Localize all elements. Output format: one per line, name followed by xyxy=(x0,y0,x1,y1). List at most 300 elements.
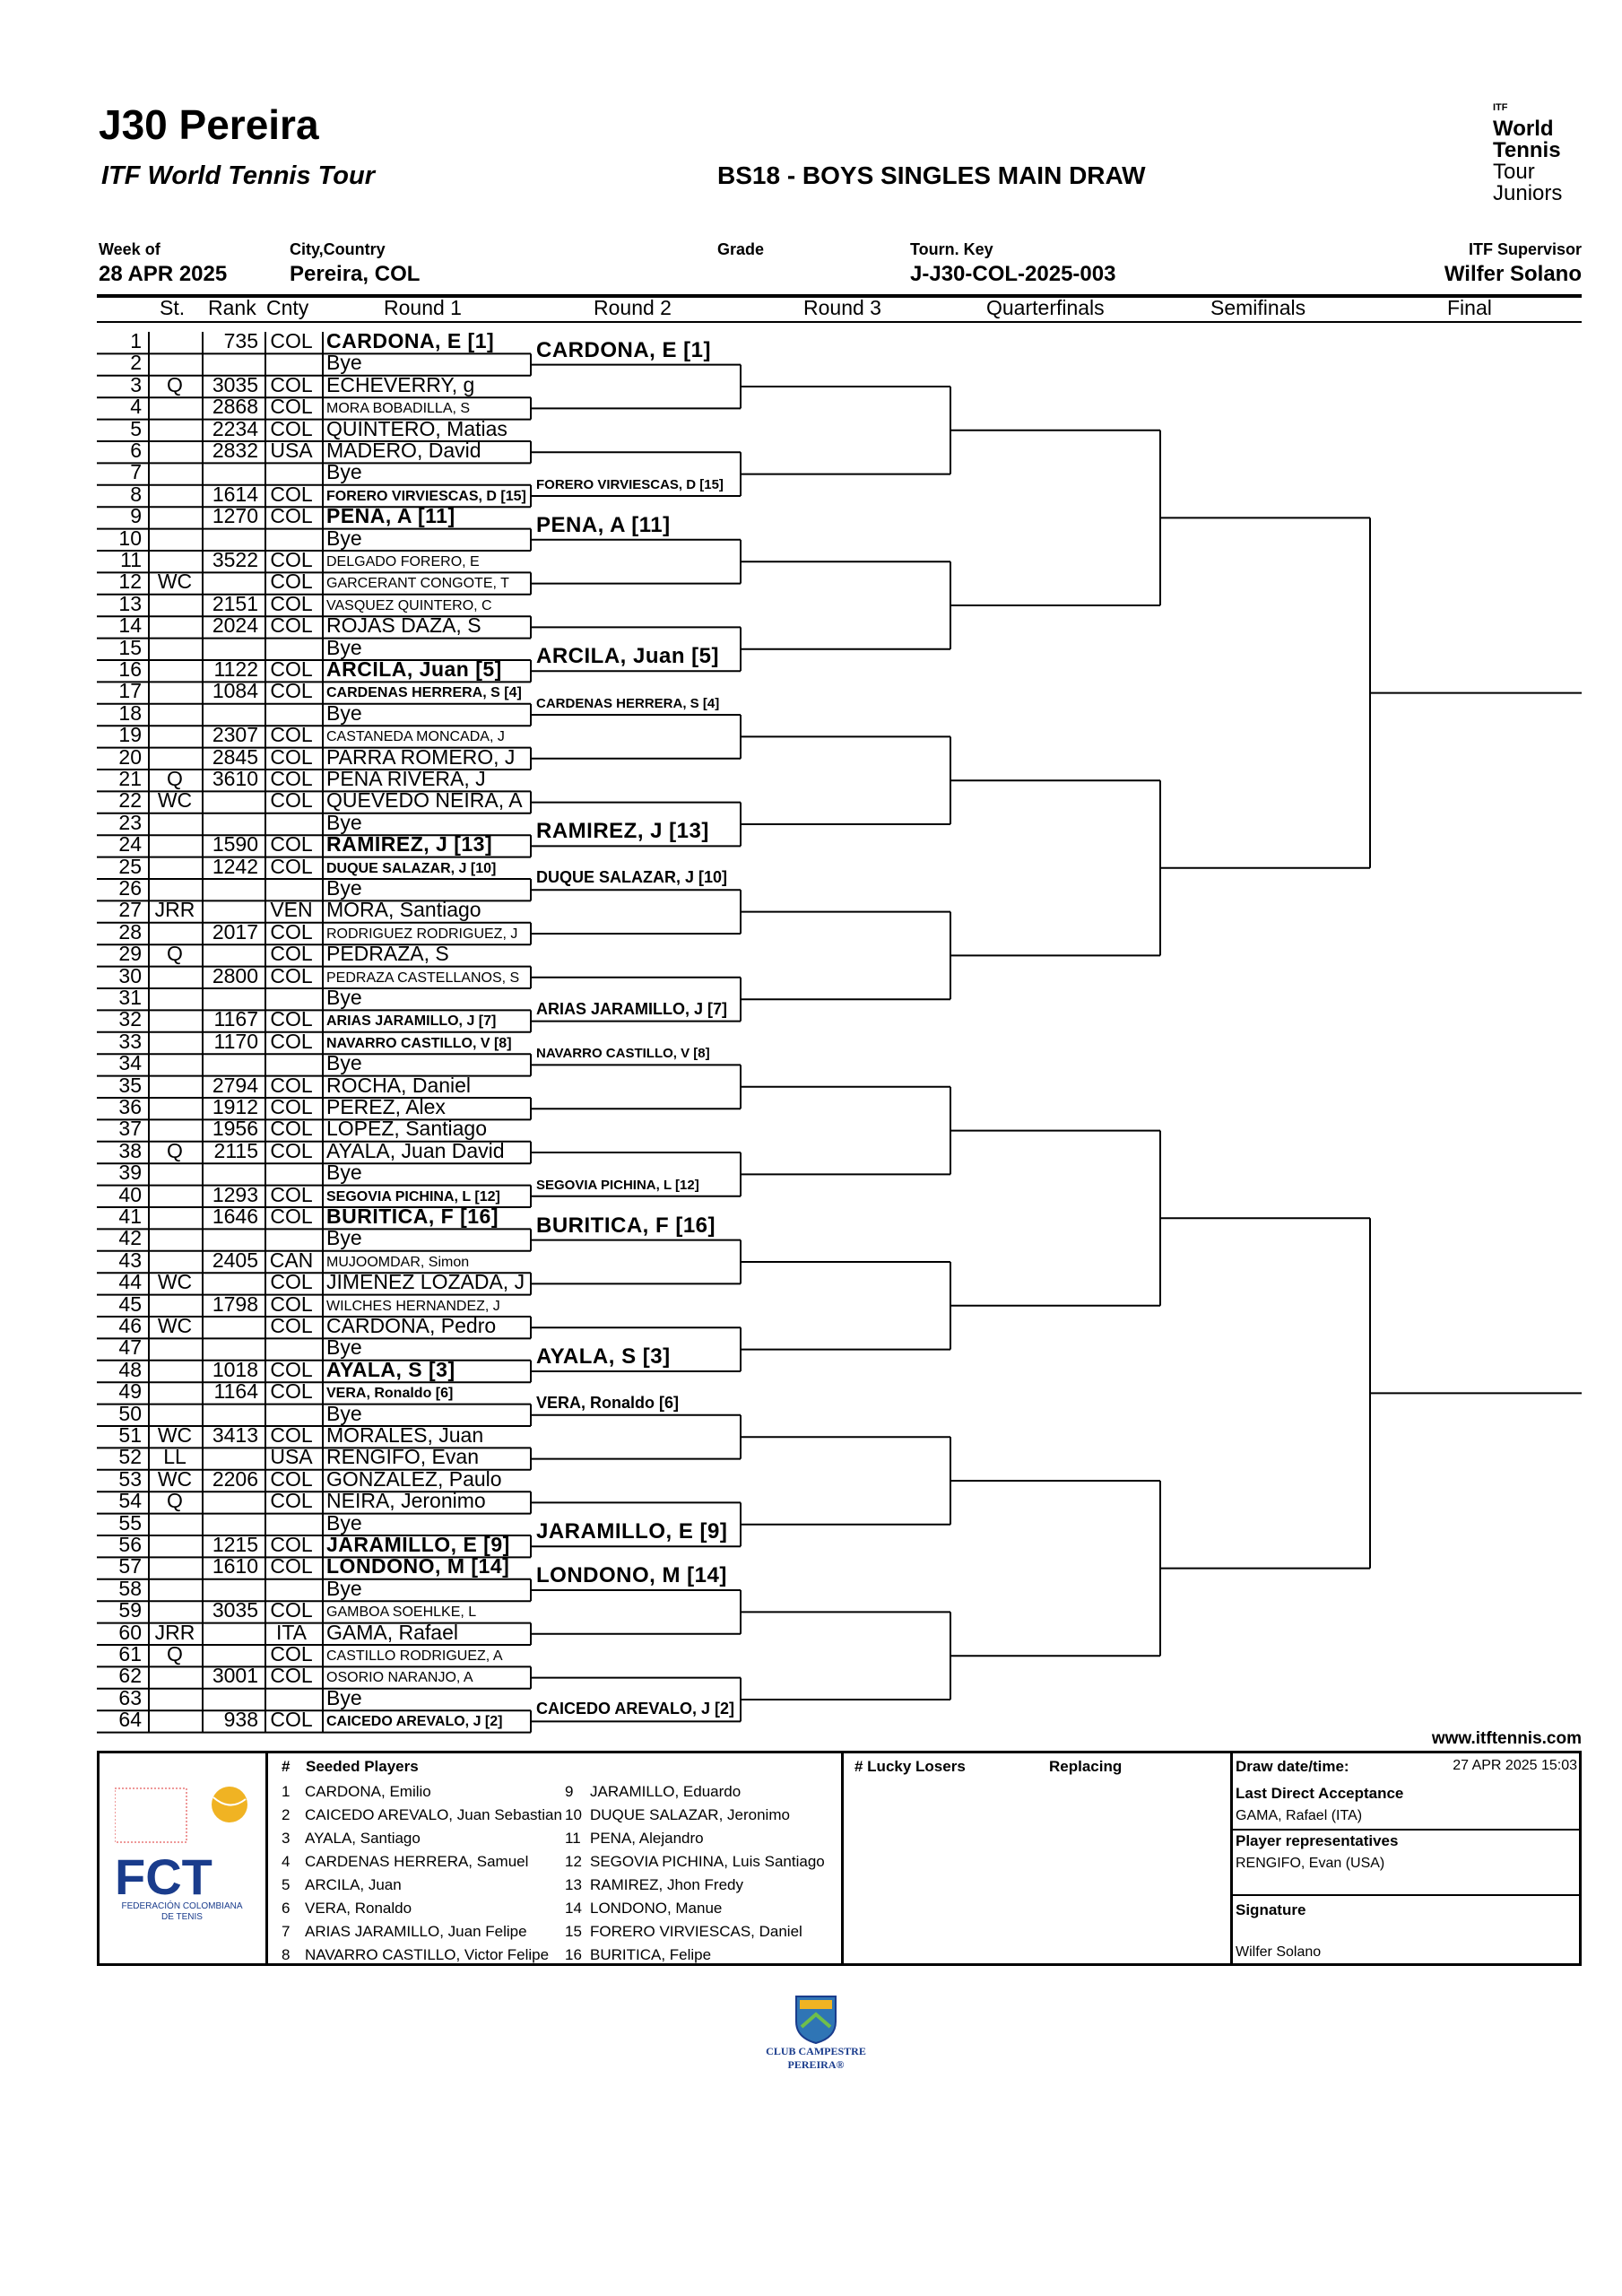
entry-rank: 2017 xyxy=(212,919,258,944)
draw-position: 12 xyxy=(118,570,142,594)
entry-country: CAN xyxy=(269,1248,314,1272)
player-name: AYALA, Juan David xyxy=(326,1138,505,1162)
player-name: PEDRAZA CASTELLANOS, S xyxy=(326,970,520,986)
draw-position: 17 xyxy=(118,679,142,703)
entry-country: COL xyxy=(270,1138,313,1162)
player-name: GAMA, Rafael xyxy=(326,1620,458,1644)
entry-country: COL xyxy=(270,767,313,790)
draw-position: 19 xyxy=(118,723,142,747)
itf-logo-line: World xyxy=(1493,117,1554,141)
entry-rank: 1084 xyxy=(212,679,258,703)
player-name: BURITICA, F [16] xyxy=(326,1205,499,1228)
entry-country: COL xyxy=(270,1314,313,1337)
draw-position: 64 xyxy=(118,1708,142,1732)
tournament-title: J30 Pereira xyxy=(99,101,319,148)
draw-position: 31 xyxy=(118,986,142,1009)
entry-rank: 1270 xyxy=(212,504,258,528)
entry-status: Q xyxy=(167,1138,183,1162)
player-name: RAMIREZ, J [13] xyxy=(326,832,493,857)
draw-position: 41 xyxy=(118,1205,142,1228)
itf-logo-line: Tour xyxy=(1493,160,1535,184)
round2-name: RAMIREZ, J [13] xyxy=(536,819,709,844)
draw-position: 25 xyxy=(118,854,142,878)
draw-position: 8 xyxy=(130,482,142,506)
entry-rank: 1167 xyxy=(213,1007,258,1031)
draw-position: 59 xyxy=(118,1598,142,1622)
footer-divider xyxy=(1230,1829,1582,1831)
entry-status: JRR xyxy=(154,898,195,922)
round2-name: ARIAS JARAMILLO, J [7] xyxy=(536,999,728,1018)
entry-country: COL xyxy=(270,1466,313,1491)
player-name: ROCHA, Daniel xyxy=(326,1073,472,1097)
draw-position: 22 xyxy=(118,788,142,813)
entry-rank: 2845 xyxy=(212,744,258,769)
entry-country: COL xyxy=(270,679,313,703)
player-name: GAMBOA SOEHLKE, L xyxy=(326,1605,477,1621)
entry-rank: 1122 xyxy=(213,657,258,681)
entry-country: COL xyxy=(270,570,313,594)
draw-date-value: 27 APR 2025 15:03 xyxy=(1453,1758,1577,1773)
seed-number: 7 xyxy=(282,1923,291,1940)
entry-country: COL xyxy=(270,504,313,528)
website-link[interactable]: www.itftennis.com xyxy=(1431,1729,1582,1748)
entry-rank: 3522 xyxy=(212,548,258,571)
draw-position: 57 xyxy=(118,1554,142,1578)
draw-position: 45 xyxy=(118,1292,142,1316)
seed-player-name: FORERO VIRVIESCAS, Daniel xyxy=(590,1923,802,1940)
round2-name: JARAMILLO, E [9] xyxy=(536,1519,728,1544)
entry-rank: 1590 xyxy=(212,832,258,857)
city-value: Pereira, COL xyxy=(290,262,421,286)
entry-country: COL xyxy=(270,919,313,944)
player-name: PENA RIVERA, J xyxy=(326,767,486,790)
player-name: Bye xyxy=(326,1051,362,1075)
draw-position: 26 xyxy=(118,876,142,900)
entry-rank: 2868 xyxy=(212,395,258,419)
week-value: 28 APR 2025 xyxy=(99,262,228,286)
entry-country: COL xyxy=(270,1117,313,1141)
entry-country: COL xyxy=(270,548,313,571)
player-name: CAICEDO AREVALO, J [2] xyxy=(326,1714,503,1730)
player-name: Bye xyxy=(326,1401,362,1425)
draw-position: 50 xyxy=(118,1401,142,1425)
entry-status: JRR xyxy=(154,1620,195,1644)
footer-divider xyxy=(1230,1751,1233,1966)
entry-rank: 1798 xyxy=(212,1292,258,1316)
player-name: Bye xyxy=(326,1335,362,1360)
entry-rank: 938 xyxy=(223,1708,258,1732)
player-name: PEDRAZA, S xyxy=(326,942,449,966)
player-name: RODRIGUEZ RODRIGUEZ, J xyxy=(326,926,518,942)
draw-position: 53 xyxy=(118,1466,142,1491)
draw-position: 28 xyxy=(118,919,142,944)
seed-player-name: LONDONO, Manue xyxy=(590,1900,723,1917)
entry-rank: 1170 xyxy=(213,1029,258,1053)
draw-position: 34 xyxy=(118,1051,142,1075)
draw-position: 23 xyxy=(118,810,142,834)
player-name: QUINTERO, Matias xyxy=(326,416,507,440)
round2-name: CARDONA, E [1] xyxy=(536,337,712,362)
draw-position: 40 xyxy=(118,1182,142,1206)
player-name: ARIAS JARAMILLO, J [7] xyxy=(326,1013,497,1030)
draw-position: 5 xyxy=(130,416,142,440)
entry-rank: 2024 xyxy=(212,613,258,638)
entry-country: COL xyxy=(270,723,313,747)
col-round3: Round 3 xyxy=(803,296,881,319)
round2-name: SEGOVIA PICHINA, L [12] xyxy=(536,1177,699,1193)
player-name: PEREZ, Alex xyxy=(326,1095,446,1118)
player-name: Bye xyxy=(326,635,362,659)
signature-label: Signature xyxy=(1236,1901,1306,1918)
seed-number: 3 xyxy=(282,1830,291,1847)
entry-rank: 2206 xyxy=(212,1466,258,1491)
draw-position: 37 xyxy=(118,1117,142,1141)
club-crest-icon xyxy=(789,1991,843,2045)
entry-rank: 2307 xyxy=(212,723,258,747)
entry-country: COL xyxy=(270,1642,313,1665)
footer-divider xyxy=(265,1751,268,1966)
entry-country: COL xyxy=(270,1095,313,1118)
player-name: Bye xyxy=(326,460,362,484)
player-name: CASTILLO RODRIGUEZ, A xyxy=(326,1648,503,1664)
seed-number: 6 xyxy=(282,1900,291,1917)
draw-position: 18 xyxy=(118,700,142,725)
grade-label: Grade xyxy=(717,240,765,258)
col-rank: Rank xyxy=(208,296,256,319)
draw-position: 36 xyxy=(118,1095,142,1118)
draw-position: 6 xyxy=(130,439,142,462)
player-name: ECHEVERRY, g xyxy=(326,372,475,396)
col-st: St. xyxy=(160,296,186,319)
player-name: CARDENAS HERRERA, S [4] xyxy=(326,685,522,701)
player-name: SEGOVIA PICHINA, L [12] xyxy=(326,1188,500,1205)
seed-number: 14 xyxy=(565,1900,582,1917)
entry-country: COL xyxy=(270,1664,313,1688)
entry-rank: 2405 xyxy=(212,1248,258,1272)
player-name: Bye xyxy=(326,351,362,375)
entry-rank: 3035 xyxy=(212,1598,258,1622)
draw-position: 9 xyxy=(130,504,142,528)
draw-position: 16 xyxy=(118,657,142,681)
player-name: Bye xyxy=(326,986,362,1009)
draw-position: 3 xyxy=(130,372,142,396)
draw-position: 24 xyxy=(118,832,142,857)
player-name: VERA, Ronaldo [6] xyxy=(326,1386,454,1402)
entry-country: COL xyxy=(270,1423,313,1447)
entry-country: COL xyxy=(270,372,313,396)
player-name: CASTANEDA MONCADA, J xyxy=(326,729,505,745)
reps-label: Player representatives xyxy=(1236,1832,1399,1849)
col-sf: Semifinals xyxy=(1210,296,1306,319)
draw-position: 10 xyxy=(118,526,142,550)
entry-country: COL xyxy=(270,942,313,966)
draw-position: 52 xyxy=(118,1445,142,1469)
entry-country: COL xyxy=(270,1007,313,1031)
draw-position: 30 xyxy=(118,963,142,987)
draw-position: 46 xyxy=(118,1314,142,1337)
draw-position: 62 xyxy=(118,1664,142,1688)
entry-status: LL xyxy=(163,1445,186,1469)
entry-status: WC xyxy=(157,1423,193,1447)
seed-number: 12 xyxy=(565,1853,582,1870)
supervisor-value: Wilfer Solano xyxy=(1444,262,1582,286)
entry-rank: 1215 xyxy=(212,1533,258,1556)
draw-position: 14 xyxy=(118,613,142,638)
round2-name: CARDENAS HERRERA, S [4] xyxy=(536,696,720,711)
tourn-key-label: Tourn. Key xyxy=(910,240,993,258)
draw-position: 58 xyxy=(118,1576,142,1600)
draw-position: 48 xyxy=(118,1357,142,1381)
player-name: Bye xyxy=(326,700,362,725)
seed-player-name: DUQUE SALAZAR, Jeronimo xyxy=(590,1806,790,1823)
draw-position: 32 xyxy=(118,1007,142,1031)
draw-position: 43 xyxy=(118,1248,142,1272)
footer-divider xyxy=(841,1751,844,1966)
entry-country: COL xyxy=(270,1554,313,1578)
entry-country: COL xyxy=(270,1708,313,1732)
signature-value: Wilfer Solano xyxy=(1236,1944,1322,1960)
fct-letters: FCT xyxy=(115,1848,213,1905)
entry-country: COL xyxy=(270,416,313,440)
player-name: PARRA ROMERO, J xyxy=(326,744,516,769)
col-qf: Quarterfinals xyxy=(986,296,1105,319)
draw-position: 63 xyxy=(118,1685,142,1709)
player-name: JIMENEZ LOZADA, J xyxy=(326,1270,525,1294)
entry-country: VEN xyxy=(270,898,313,922)
fct-logo xyxy=(115,1785,249,1946)
player-name: GONZALEZ, Paulo xyxy=(326,1466,502,1491)
seed-number: 5 xyxy=(282,1876,291,1893)
entry-country: COL xyxy=(270,329,313,352)
draw-position: 33 xyxy=(118,1029,142,1053)
entry-rank: 735 xyxy=(223,329,258,352)
seed-number: 16 xyxy=(565,1946,582,1963)
player-name: ARCILA, Juan [5] xyxy=(326,657,502,681)
player-name: LONDONO, M [14] xyxy=(326,1554,510,1578)
round2-name: LONDONO, M [14] xyxy=(536,1563,727,1587)
entry-country: COL xyxy=(270,1379,313,1404)
entry-country: COL xyxy=(270,613,313,638)
fct-caption: FEDERACIÓN COLOMBIANA xyxy=(121,1901,243,1911)
entry-country: USA xyxy=(270,1445,313,1469)
week-label: Week of xyxy=(99,240,160,258)
supervisor-label: ITF Supervisor xyxy=(1468,240,1582,258)
entry-status: WC xyxy=(157,788,193,813)
draw-position: 61 xyxy=(118,1642,142,1665)
draw-position: 27 xyxy=(118,898,142,922)
entry-rank: 1956 xyxy=(212,1117,258,1141)
entry-rank: 1912 xyxy=(212,1095,258,1118)
draw-position: 4 xyxy=(130,395,142,419)
entry-rank: 3413 xyxy=(212,1423,258,1447)
player-name: NAVARRO CASTILLO, V [8] xyxy=(326,1035,512,1051)
itf-logo-line: Tennis xyxy=(1493,138,1561,162)
entry-rank: 3001 xyxy=(212,1664,258,1688)
entry-country: COL xyxy=(270,1182,313,1206)
event-name: BS18 - BOYS SINGLES MAIN DRAW xyxy=(717,161,1146,189)
player-name: DELGADO FORERO, E xyxy=(326,554,480,570)
player-name: Bye xyxy=(326,810,362,834)
seed-number: 9 xyxy=(565,1783,574,1800)
player-name: WILCHES HERNANDEZ, J xyxy=(326,1298,500,1314)
club-name-line: CLUB CAMPESTRE xyxy=(766,2045,866,2057)
entry-country: COL xyxy=(270,1029,313,1053)
draw-position: 2 xyxy=(130,351,142,375)
seed-number: 13 xyxy=(565,1876,582,1893)
player-name: MORALES, Juan xyxy=(326,1423,484,1447)
entry-rank: 1018 xyxy=(212,1357,258,1381)
player-name: OSORIO NARANJO, A xyxy=(326,1670,473,1686)
entry-country: COL xyxy=(270,854,313,878)
seed-number: 15 xyxy=(565,1923,582,1940)
seed-number: 1 xyxy=(282,1783,291,1800)
round2-name: FORERO VIRVIESCAS, D [15] xyxy=(536,477,724,492)
seed-player-name: RAMIREZ, Jhon Fredy xyxy=(590,1876,743,1893)
seeds-heading: Seeded Players xyxy=(306,1758,419,1775)
col-cnty: Cnty xyxy=(266,296,309,319)
entry-rank: 1293 xyxy=(212,1182,258,1206)
draw-position: 49 xyxy=(118,1379,142,1404)
entry-rank: 1242 xyxy=(212,854,258,878)
lda-value: GAMA, Rafael (ITA) xyxy=(1236,1808,1363,1823)
entry-status: WC xyxy=(157,570,193,594)
round2-name: AYALA, S [3] xyxy=(536,1344,671,1369)
player-name: MADERO, David xyxy=(326,439,481,462)
entry-country: COL xyxy=(270,832,313,857)
entry-rank: 1610 xyxy=(212,1554,258,1578)
player-name: FORERO VIRVIESCAS, D [15] xyxy=(326,488,526,504)
seed-number: 10 xyxy=(565,1806,582,1823)
draw-position: 21 xyxy=(118,767,142,790)
entry-rank: 3035 xyxy=(212,372,258,396)
player-name: Bye xyxy=(326,876,362,900)
entry-status: Q xyxy=(167,1642,183,1665)
player-name: Bye xyxy=(326,1576,362,1600)
draw-position: 15 xyxy=(118,635,142,659)
tour-subtitle: ITF World Tennis Tour xyxy=(101,161,376,190)
entry-rank: 2234 xyxy=(212,416,258,440)
draw-position: 13 xyxy=(118,591,142,615)
player-name: Bye xyxy=(326,1510,362,1535)
player-name: PENA, A [11] xyxy=(326,504,455,528)
seed-number: 2 xyxy=(282,1806,291,1823)
seed-player-name: JARAMILLO, Eduardo xyxy=(590,1783,742,1800)
draw-position: 35 xyxy=(118,1073,142,1097)
seed-player-name: CAICEDO AREVALO, Juan Sebastian xyxy=(305,1806,562,1823)
seed-player-name: NAVARRO CASTILLO, Victor Felipe xyxy=(305,1946,550,1963)
entry-status: Q xyxy=(167,1489,183,1513)
entry-status: Q xyxy=(167,767,183,790)
player-name: MORA BOBADILLA, S xyxy=(326,401,471,417)
seed-player-name: VERA, Ronaldo xyxy=(305,1900,412,1917)
entry-country: COL xyxy=(270,963,313,987)
draw-position: 29 xyxy=(118,942,142,966)
entry-rank: 1614 xyxy=(212,482,258,506)
draw-position: 56 xyxy=(118,1533,142,1556)
draw-date-label: Draw date/time: xyxy=(1236,1758,1349,1775)
entry-rank: 2115 xyxy=(213,1138,258,1162)
entry-status: WC xyxy=(157,1466,193,1491)
player-name: LOPEZ, Santiago xyxy=(326,1117,487,1141)
seed-player-name: PENA, Alejandro xyxy=(590,1830,704,1847)
fct-caption: DE TENIS xyxy=(161,1912,203,1922)
entry-rank: 2794 xyxy=(212,1073,258,1097)
player-name: JARAMILLO, E [9] xyxy=(326,1533,510,1556)
seed-number: 4 xyxy=(282,1853,291,1870)
round2-name: VERA, Ronaldo [6] xyxy=(536,1393,680,1412)
entry-country: COL xyxy=(270,1073,313,1097)
seed-number: 11 xyxy=(565,1830,581,1847)
entry-rank: 2800 xyxy=(212,963,258,987)
draw-position: 47 xyxy=(118,1335,142,1360)
col-final: Final xyxy=(1447,296,1492,319)
reps-value: RENGIFO, Evan (USA) xyxy=(1236,1856,1385,1871)
col-round2: Round 2 xyxy=(594,296,672,319)
entry-rank: 1646 xyxy=(212,1205,258,1228)
draw-position: 38 xyxy=(118,1138,142,1162)
entry-country: COL xyxy=(270,1598,313,1622)
draw-position: 39 xyxy=(118,1161,142,1185)
entry-country: COL xyxy=(270,657,313,681)
lucky-losers-heading: # Lucky Losers xyxy=(854,1758,966,1775)
player-name: ROJAS DAZA, S xyxy=(326,613,481,638)
entry-country: COL xyxy=(270,1489,313,1513)
draw-position: 54 xyxy=(118,1489,142,1513)
player-name: CARDONA, Pedro xyxy=(326,1314,497,1337)
entry-rank: 2151 xyxy=(212,591,258,615)
player-name: DUQUE SALAZAR, J [10] xyxy=(326,860,497,876)
replacing-heading: Replacing xyxy=(1049,1758,1123,1775)
draw-position: 51 xyxy=(118,1423,142,1447)
entry-status: Q xyxy=(167,942,183,966)
footer-divider xyxy=(1230,1894,1582,1896)
lda-label: Last Direct Acceptance xyxy=(1236,1785,1404,1802)
player-name: GARCERANT CONGOTE, T xyxy=(326,576,509,592)
round2-name: DUQUE SALAZAR, J [10] xyxy=(536,868,728,887)
seeds-hash: # xyxy=(282,1758,291,1775)
seed-player-name: AYALA, Santiago xyxy=(305,1830,421,1847)
player-name: Bye xyxy=(326,1161,362,1185)
city-label: City,Country xyxy=(290,240,386,258)
draw-position: 60 xyxy=(118,1620,142,1644)
entry-country: COL xyxy=(270,1533,313,1556)
player-name: MUJOOMDAR, Simon xyxy=(326,1254,470,1270)
round2-name: PENA, A [11] xyxy=(536,512,671,537)
entry-status: WC xyxy=(157,1314,193,1337)
player-name: Bye xyxy=(326,1226,362,1250)
round2-name: CAICEDO AREVALO, J [2] xyxy=(536,1700,735,1718)
entry-status: Q xyxy=(167,372,183,396)
entry-country: COL xyxy=(270,1270,313,1294)
tourn-key-value: J-J30-COL-2025-003 xyxy=(910,262,1116,286)
entry-country: COL xyxy=(270,591,313,615)
entry-status: WC xyxy=(157,1270,193,1294)
draw-position: 11 xyxy=(120,548,142,571)
round2-name: NAVARRO CASTILLO, V [8] xyxy=(536,1046,710,1062)
draw-position: 55 xyxy=(118,1510,142,1535)
seed-player-name: ARIAS JARAMILLO, Juan Felipe xyxy=(305,1923,527,1940)
seed-player-name: CARDONA, Emilio xyxy=(305,1783,431,1800)
seed-player-name: BURITICA, Felipe xyxy=(590,1946,712,1963)
entry-rank: 1164 xyxy=(213,1379,258,1404)
col-round1: Round 1 xyxy=(384,296,462,319)
entry-rank: 2832 xyxy=(212,439,258,462)
entry-country: COL xyxy=(270,482,313,506)
draw-position: 20 xyxy=(118,744,142,769)
player-name: VASQUEZ QUINTERO, C xyxy=(326,597,492,613)
player-name: RENGIFO, Evan xyxy=(326,1445,479,1469)
seed-player-name: ARCILA, Juan xyxy=(305,1876,402,1893)
